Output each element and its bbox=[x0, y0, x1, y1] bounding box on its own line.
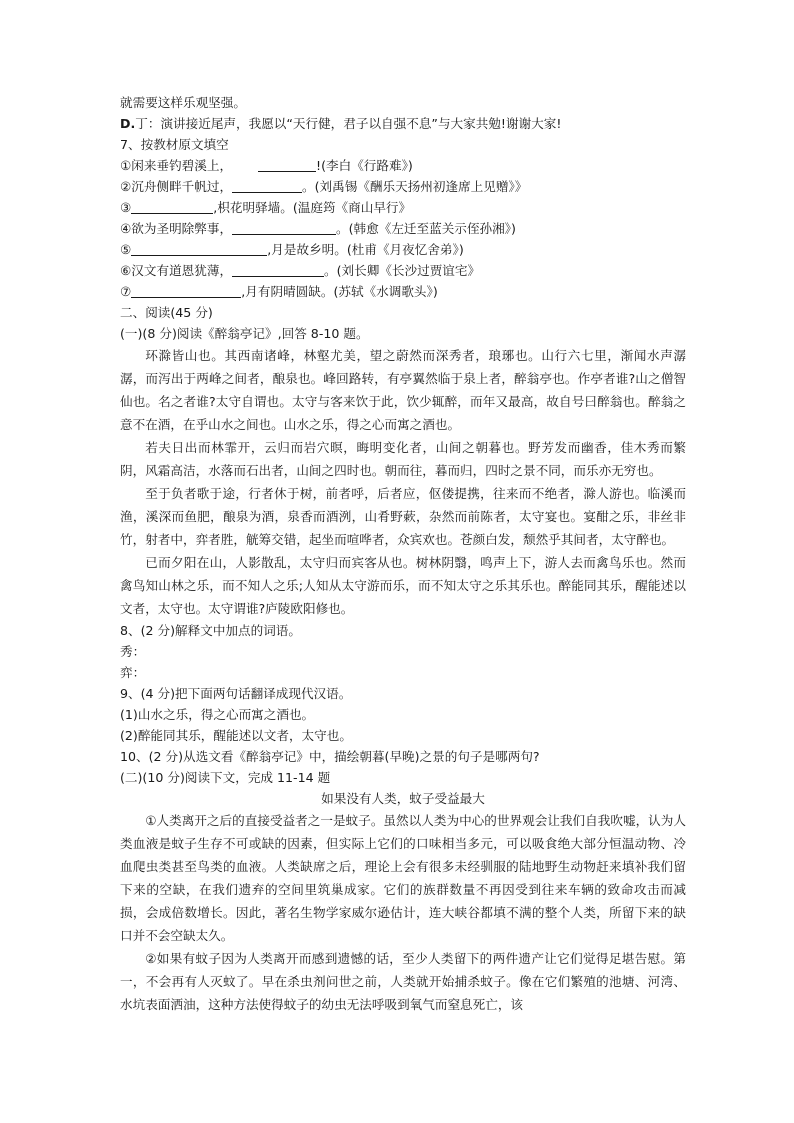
q7-item-4 bbox=[120, 218, 686, 239]
q7-item-2 bbox=[120, 176, 686, 197]
q8-prompt: 8、(2 分)解释文中加点的词语。 bbox=[120, 623, 301, 638]
q7-item-7 bbox=[120, 281, 686, 302]
answer-blank[interactable] bbox=[131, 242, 267, 256]
option-d-text: 丁：演讲接近尾声，我愿以“天行健，君子以自强不息”与大家共勉!谢谢大家! bbox=[135, 116, 562, 131]
q7-item-text: ⑥汉文有道恩犹薄， bbox=[120, 263, 233, 278]
passage-paragraph-2: 若夫日出而林霏开，云归而岩穴暝，晦明变化者，山间之朝暮也。野芳发而幽香，佳木秀而繁阴，风霜高洁，水落而石出者，山间之四时也。朝而往，暮而归，四时之景不同，而乐亦无穷也。 bbox=[120, 440, 686, 478]
q9-sentence-1: (1)山水之乐，得之心而寓之酒也。 bbox=[120, 707, 315, 722]
option-d-label: D. bbox=[120, 116, 136, 131]
answer-blank[interactable] bbox=[232, 179, 302, 193]
answer-blank[interactable] bbox=[232, 221, 336, 235]
q7-title: 7、按教材原文填空 bbox=[120, 137, 229, 152]
part2-title: 二、阅读(45 分) bbox=[120, 305, 213, 320]
document-page bbox=[120, 92, 686, 1016]
q7-item-source: 。(刘禹锡《酬乐天扬州初逢席上见赠》》 bbox=[302, 179, 528, 194]
q7-item-source: !(李白《行路难》) bbox=[316, 158, 413, 173]
q8-item-xiu: 秀： bbox=[120, 644, 146, 659]
q7-item-source: 。(韩愈《左迁至蓝关示侄孙湘》) bbox=[336, 221, 516, 236]
q7-item-3 bbox=[120, 197, 686, 218]
q7-item-source: ,月是故乡明。(杜甫《月夜忆舍弟》) bbox=[267, 242, 464, 257]
q7-item-text: ④欲为圣明除弊事， bbox=[120, 221, 233, 236]
q9-sentence-2: (2)醉能同其乐，醒能述以文者，太守也。 bbox=[120, 728, 352, 743]
q7-item-source: ,枳花明驿墙。(温庭筠《商山早行》 bbox=[213, 200, 412, 215]
q9-prompt: 9、(4 分)把下面两句话翻译成现代汉语。 bbox=[120, 686, 352, 701]
passage-paragraph-3: 至于负者歌于途，行者休于树，前者呼，后者应，伛偻提携，往来而不绝者，滁人游也。临溪而渔，溪深而鱼肥，酿泉为酒，泉香而酒洌，山肴野蔌，杂然而前陈者，太守宴也。宴酣之乐，非丝非竹，射者中，弈者胜，觥筹交错，起坐而喧哗者，众宾欢也。苍颜白发，颓然乎其间者，太守醉也。 bbox=[120, 486, 686, 547]
q7-item-text: ⑤ bbox=[120, 242, 132, 257]
article-paragraph-2: ②如果有蚊子因为人类离开而感到遗憾的话，至少人类留下的两件遗产让它们觉得足堪告慰。第一，不会再有人灭蚊了。早在杀虫剂问世之前，人类就开始捕杀蚊子。像在它们繁殖的池塘、河湾、水坑表面洒油，这种方法使得蚊子的幼虫无法呼吸到氧气而窒息死亡，该 bbox=[120, 951, 686, 1012]
section-1-title: (一)(8 分)阅读《醉翁亭记》,回答 8-10 题。 bbox=[120, 326, 369, 341]
q8-item-yi: 弈： bbox=[120, 665, 146, 680]
article-title: 如果没有人类，蚊子受益最大 bbox=[321, 791, 485, 806]
passage-paragraph-1: 环滁皆山也。其西南诸峰，林壑尤美，望之蔚然而深秀者，琅琊也。山行六七里，渐闻水声潺潺，而泻出于两峰之间者，酿泉也。峰回路转，有亭翼然临于泉上者，醉翁亭也。作亭者谁?山之僧智仙也。名之者谁?太守自谓也。太守与客来饮于此，饮少辄醉，而年又最高，故自号曰醉翁也。醉翁之意不在酒，在乎山水之间也。山水之乐，得之心而寓之酒也。 bbox=[120, 348, 686, 432]
q7-item-text: ⑦ bbox=[120, 284, 132, 299]
q7-item-1 bbox=[120, 155, 686, 176]
q7-item-source: ,月有阴晴圆缺。(苏轼《水调歌头》) bbox=[241, 284, 438, 299]
q7-item-6 bbox=[120, 260, 686, 281]
q7-item-text: ②沉舟侧畔千帆过， bbox=[120, 179, 233, 194]
passage-paragraph-4: 已而夕阳在山，人影散乱，太守归而宾客从也。树林阴翳，鸣声上下，游人去而禽鸟乐也。然而禽鸟知山林之乐，而不知人之乐;人知从太守游而乐，而不知太守之乐其乐也。醉能同其乐，醒能述以文者，太守也。太守谓谁?庐陵欧阳修也。 bbox=[120, 555, 686, 616]
article-paragraph-1: ①人类离开之后的直接受益者之一是蚊子。虽然以人类为中心的世界观会让我们自我吹嘘，认为人类血液是蚊子生存不可或缺的因素，但实际上它们的口味相当多元，可以吸食绝大部分恒温动物、冷血爬虫类甚至鸟类的血液。人类缺席之后，理论上会有很多未经驯服的陆地野生动物赶来填补我们留下来的空缺，在我们遗弃的空间里筑巢成家。它们的族群数量不再因受到往来车辆的致命攻击而减损，会成倍数增长。因此，著名生物学家威尔逊估计，连大峡谷都填不满的整个人类，所留下来的缺口并不会空缺太久。 bbox=[120, 813, 686, 943]
q10-prompt: 10、(2 分)从选文看《醉翁亭记》中，描绘朝暮(早晚)之景的句子是哪两句? bbox=[120, 749, 540, 764]
q7-item-source: 。(刘长卿《长沙过贾谊宅》 bbox=[324, 263, 481, 278]
answer-blank[interactable] bbox=[232, 263, 324, 277]
q7-item-text: ①闲来垂钓碧溪上， bbox=[120, 158, 233, 173]
q7-item-5 bbox=[120, 239, 686, 260]
answer-blank[interactable] bbox=[131, 284, 241, 298]
section-2-title: (二)(10 分)阅读下文，完成 11-14 题 bbox=[120, 770, 331, 785]
answer-blank[interactable] bbox=[131, 200, 213, 214]
option-d bbox=[120, 113, 686, 134]
q7-item-text: ③ bbox=[120, 200, 132, 215]
intro-continuation: 就需要这样乐观坚强。 bbox=[120, 95, 246, 110]
answer-blank[interactable] bbox=[258, 158, 316, 172]
